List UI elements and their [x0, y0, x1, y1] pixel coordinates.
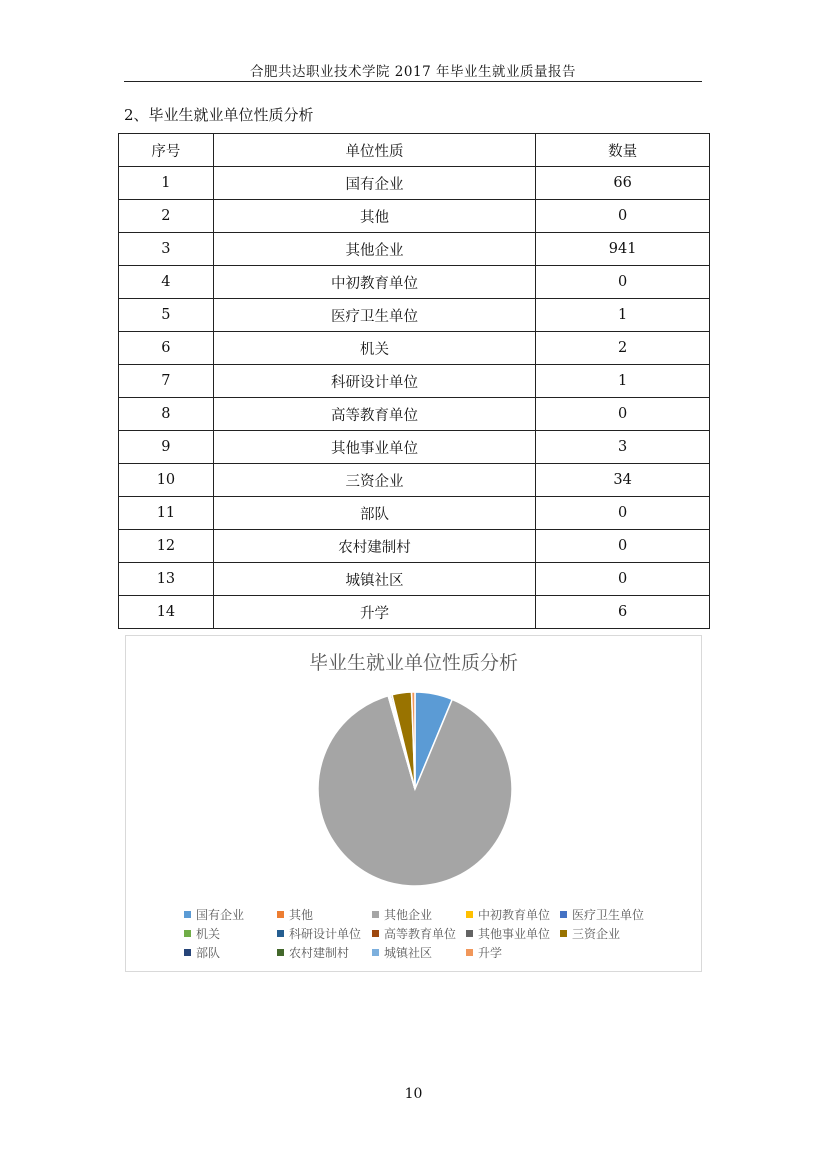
cell-unit-nature: 科研设计单位 [213, 365, 535, 398]
cell-unit-nature: 医疗卫生单位 [213, 299, 535, 332]
cell-count: 34 [536, 464, 710, 497]
legend-item [372, 925, 456, 942]
cell-unit-nature: 其他企业 [213, 233, 535, 266]
legend-item [372, 906, 432, 923]
legend-swatch [277, 911, 284, 918]
cell-count: 66 [536, 167, 710, 200]
cell-unit-nature: 农村建制村 [213, 530, 535, 563]
unit-nature-table [118, 133, 710, 629]
cell-unit-nature: 城镇社区 [213, 563, 535, 596]
table-row [119, 266, 710, 299]
cell-unit-nature: 机关 [213, 332, 535, 365]
cell-unit-nature: 高等教育单位 [213, 398, 535, 431]
legend-swatch [466, 911, 473, 918]
column-header-count: 数量 [536, 134, 710, 167]
table-header-row [119, 134, 710, 167]
legend-swatch [184, 949, 191, 956]
table-row [119, 431, 710, 464]
cell-index: 10 [119, 464, 214, 497]
cell-unit-nature: 其他事业单位 [213, 431, 535, 464]
table-row [119, 398, 710, 431]
legend-swatch [466, 949, 473, 956]
table-row [119, 233, 710, 266]
table-row [119, 497, 710, 530]
legend-swatch [466, 930, 473, 937]
cell-count: 2 [536, 332, 710, 365]
cell-count: 1 [536, 365, 710, 398]
legend-item [560, 906, 644, 923]
table-row [119, 299, 710, 332]
cell-count: 3 [536, 431, 710, 464]
legend-item [560, 925, 620, 942]
cell-unit-nature: 其他 [213, 200, 535, 233]
cell-count: 0 [536, 497, 710, 530]
legend-label: 国有企业 [196, 908, 245, 922]
legend-label: 三资企业 [572, 927, 621, 941]
cell-index: 1 [119, 167, 214, 200]
legend-label: 其他 [289, 908, 314, 922]
legend-label: 部队 [196, 946, 221, 960]
table-row [119, 596, 710, 629]
legend-item [277, 906, 313, 923]
legend-item [184, 944, 220, 961]
cell-count: 6 [536, 596, 710, 629]
cell-unit-nature: 三资企业 [213, 464, 535, 497]
cell-count: 941 [536, 233, 710, 266]
table-row [119, 200, 710, 233]
legend-label: 城镇社区 [384, 946, 433, 960]
cell-count: 0 [536, 563, 710, 596]
cell-index: 13 [119, 563, 214, 596]
pie-chart [125, 635, 702, 972]
cell-count: 1 [536, 299, 710, 332]
legend-item [466, 944, 502, 961]
legend-swatch [372, 911, 379, 918]
cell-index: 9 [119, 431, 214, 464]
table-row [119, 530, 710, 563]
cell-index: 2 [119, 200, 214, 233]
cell-index: 7 [119, 365, 214, 398]
legend-item [184, 906, 244, 923]
legend-item [277, 925, 361, 942]
cell-index: 12 [119, 530, 214, 563]
table-row [119, 563, 710, 596]
legend-label: 医疗卫生单位 [572, 908, 645, 922]
cell-count: 0 [536, 266, 710, 299]
header-divider [124, 81, 702, 82]
legend-item [277, 944, 349, 961]
legend-label: 科研设计单位 [289, 927, 362, 941]
legend-label: 机关 [196, 927, 221, 941]
legend-swatch [184, 911, 191, 918]
cell-count: 0 [536, 398, 710, 431]
cell-index: 3 [119, 233, 214, 266]
cell-count: 0 [536, 530, 710, 563]
legend-item [372, 944, 432, 961]
legend-swatch [372, 930, 379, 937]
cell-index: 11 [119, 497, 214, 530]
chart-title: 毕业生就业单位性质分析 [308, 652, 518, 674]
report-header-title: 合肥共达职业技术学院 2017 年毕业生就业质量报告 [250, 64, 576, 80]
cell-unit-nature: 国有企业 [213, 167, 535, 200]
page-number: 10 [404, 1086, 423, 1102]
legend-swatch [277, 930, 284, 937]
cell-index: 6 [119, 332, 214, 365]
table-row [119, 332, 710, 365]
legend-swatch [560, 930, 567, 937]
legend-label: 中初教育单位 [478, 908, 551, 922]
column-header-unit-nature: 单位性质 [213, 134, 535, 167]
cell-index: 8 [119, 398, 214, 431]
legend-label: 其他事业单位 [478, 927, 551, 941]
cell-unit-nature: 中初教育单位 [213, 266, 535, 299]
legend-item [466, 906, 550, 923]
cell-unit-nature: 部队 [213, 497, 535, 530]
cell-index: 14 [119, 596, 214, 629]
legend-item [184, 925, 220, 942]
legend-label: 升学 [478, 946, 503, 960]
table-row [119, 365, 710, 398]
legend-item [466, 925, 550, 942]
legend-label: 农村建制村 [289, 946, 350, 960]
table-row [119, 464, 710, 497]
cell-count: 0 [536, 200, 710, 233]
table-row [119, 167, 710, 200]
section-title: 2、毕业生就业单位性质分析 [124, 106, 314, 124]
legend-swatch [560, 911, 567, 918]
legend-label: 其他企业 [384, 908, 433, 922]
column-header-index: 序号 [119, 134, 214, 167]
cell-unit-nature: 升学 [213, 596, 535, 629]
legend-swatch [277, 949, 284, 956]
legend-label: 高等教育单位 [384, 927, 457, 941]
cell-index: 5 [119, 299, 214, 332]
legend-swatch [184, 930, 191, 937]
cell-index: 4 [119, 266, 214, 299]
legend-swatch [372, 949, 379, 956]
